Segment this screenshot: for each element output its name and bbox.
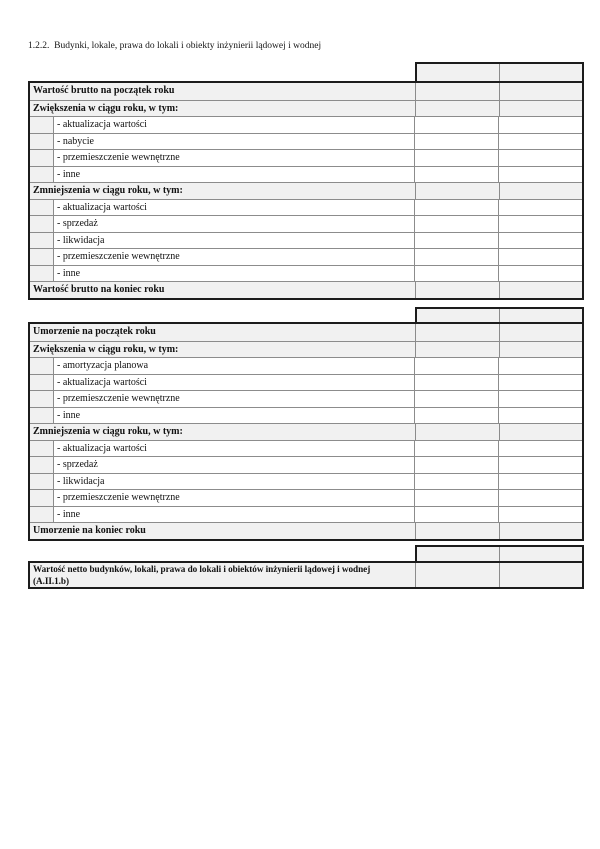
value-cell-2 <box>498 507 582 523</box>
value-cell-1 <box>414 408 498 424</box>
row-label: Wartość brutto na koniec roku <box>30 282 415 298</box>
row-label: - aktualizacja wartości <box>57 442 147 454</box>
row-label: - sprzedaż <box>57 459 98 470</box>
value-cell-2 <box>498 474 582 490</box>
table-row <box>30 341 582 358</box>
table-row <box>30 232 582 249</box>
row-label: - aktualizacja wartości <box>57 201 147 213</box>
value-cell-2 <box>498 200 582 216</box>
header-cell-1 <box>417 309 500 322</box>
indent-cell <box>30 441 54 457</box>
value-cell-1 <box>415 563 499 587</box>
value-cell-1 <box>414 457 498 473</box>
table-row <box>30 100 582 117</box>
table-row <box>30 522 582 539</box>
value-cell-2 <box>498 134 582 150</box>
table-row <box>30 182 582 199</box>
value-cell-1 <box>414 358 498 374</box>
section-title: 1.2.2. Budynki, lokale, prawa do lokali i obiekty inżynierii lądowej i wodnej <box>28 41 322 51</box>
table-row <box>30 215 582 232</box>
row-label: Umorzenie na koniec roku <box>30 523 415 539</box>
value-cell-1 <box>415 101 499 117</box>
indent-cell <box>30 167 54 183</box>
row-label: - inne <box>57 168 81 180</box>
value-cell-1 <box>414 200 498 216</box>
row-label: Umorzenie na początek roku <box>30 324 415 341</box>
value-cell-1 <box>415 342 499 358</box>
row-label: - inne <box>57 409 81 421</box>
header-cell-1 <box>417 547 500 561</box>
indent-cell <box>30 233 54 249</box>
table-row <box>30 456 582 473</box>
value-cell-2 <box>498 216 582 232</box>
value-cell-2 <box>498 441 582 457</box>
row-label: - sprzedaż <box>57 218 98 229</box>
value-cell-2 <box>498 391 582 407</box>
value-cell-1 <box>414 233 498 249</box>
value-cell-2 <box>498 408 582 424</box>
table-row <box>30 133 582 150</box>
row-label: - likwidacja <box>57 475 105 487</box>
indent-cell <box>30 134 54 150</box>
value-cell-2 <box>499 101 582 117</box>
table-body <box>28 561 584 589</box>
value-cell-1 <box>414 249 498 265</box>
indent-cell <box>30 474 54 490</box>
table-row <box>30 506 582 523</box>
indent-cell <box>30 150 54 166</box>
indent-cell <box>30 490 54 506</box>
value-cell-2 <box>498 375 582 391</box>
value-cell-2 <box>498 457 582 473</box>
table-row <box>30 473 582 490</box>
value-cell-2 <box>498 167 582 183</box>
value-cell-2 <box>499 342 582 358</box>
value-cell-1 <box>415 282 499 298</box>
value-cell-2 <box>499 282 582 298</box>
table-body <box>28 322 584 541</box>
table-row <box>30 149 582 166</box>
table-row <box>30 116 582 133</box>
indent-cell <box>30 266 54 282</box>
table-row <box>30 374 582 391</box>
value-cell-2 <box>498 117 582 133</box>
row-label: - likwidacja <box>57 234 105 246</box>
table-row <box>30 281 582 298</box>
table-row <box>30 407 582 424</box>
table-header-row <box>415 62 584 81</box>
value-cell-2 <box>498 490 582 506</box>
table-row <box>30 83 582 100</box>
row-label: - nabycie <box>57 135 94 147</box>
header-cell-1 <box>417 64 500 81</box>
indent-cell <box>30 375 54 391</box>
row-label <box>30 563 415 587</box>
value-cell-1 <box>414 134 498 150</box>
indent-cell <box>30 249 54 265</box>
value-cell-1 <box>414 117 498 133</box>
row-label-line: Wartość netto budynków, lokali, prawa do lokali i obiektów inżynierii lądowej i wodnej <box>33 564 371 574</box>
gross-value-table <box>28 62 584 300</box>
value-cell-1 <box>414 216 498 232</box>
value-cell-2 <box>499 563 582 587</box>
table-row <box>30 390 582 407</box>
value-cell-1 <box>414 490 498 506</box>
value-cell-1 <box>415 183 499 199</box>
value-cell-1 <box>414 474 498 490</box>
indent-cell <box>30 507 54 523</box>
value-cell-2 <box>499 523 582 539</box>
row-label: - przemieszczenie wewnętrzne <box>57 492 180 503</box>
value-cell-2 <box>498 150 582 166</box>
row-label: Zmniejszenia w ciągu roku, w tym: <box>30 183 415 199</box>
indent-cell <box>30 457 54 473</box>
table-row <box>30 166 582 183</box>
value-cell-2 <box>498 266 582 282</box>
table-row <box>30 357 582 374</box>
table-row <box>30 248 582 265</box>
row-label: Zmniejszenia w ciągu roku, w tym: <box>30 424 415 440</box>
row-label: - aktualizacja wartości <box>57 376 147 388</box>
value-cell-2 <box>498 233 582 249</box>
value-cell-1 <box>414 441 498 457</box>
value-cell-1 <box>414 167 498 183</box>
row-label: - przemieszczenie wewnętrzne <box>57 393 180 404</box>
value-cell-1 <box>414 150 498 166</box>
header-cell-2 <box>500 64 582 81</box>
value-cell-1 <box>414 266 498 282</box>
value-cell-1 <box>414 507 498 523</box>
value-cell-1 <box>415 523 499 539</box>
table-row <box>30 563 582 587</box>
row-label: - aktualizacja wartości <box>57 119 147 130</box>
indent-cell <box>30 216 54 232</box>
row-label: Wartość brutto na początek roku <box>30 83 415 100</box>
value-cell-1 <box>414 391 498 407</box>
row-label-line: (A.II.1.b) <box>33 575 69 586</box>
indent-cell <box>30 358 54 374</box>
value-cell-2 <box>499 183 582 199</box>
table-row <box>30 324 582 341</box>
row-label: - amortyzacja planowa <box>57 360 149 371</box>
row-label: Zwiększenia w ciągu roku, w tym: <box>30 342 415 358</box>
table-row <box>30 440 582 457</box>
net-value-table <box>28 545 584 589</box>
table-body <box>28 81 584 300</box>
row-label: - inne <box>57 267 81 279</box>
header-cell-2 <box>500 309 582 322</box>
indent-cell <box>30 200 54 216</box>
value-cell-1 <box>415 424 499 440</box>
table-row <box>30 489 582 506</box>
value-cell-2 <box>499 324 582 341</box>
header-cell-2 <box>500 547 582 561</box>
value-cell-1 <box>415 83 499 100</box>
accumulated-depreciation-table <box>28 307 584 541</box>
value-cell-2 <box>499 424 582 440</box>
table-row <box>30 199 582 216</box>
value-cell-2 <box>498 358 582 374</box>
value-cell-2 <box>499 83 582 100</box>
row-label: - przemieszczenie wewnętrzne <box>57 152 180 163</box>
row-label: - przemieszczenie wewnętrzne <box>57 251 180 262</box>
value-cell-1 <box>414 375 498 391</box>
indent-cell <box>30 117 54 133</box>
row-label: - inne <box>57 508 81 520</box>
indent-cell <box>30 391 54 407</box>
value-cell-2 <box>498 249 582 265</box>
table-header-row <box>415 545 584 561</box>
value-cell-1 <box>415 324 499 341</box>
indent-cell <box>30 408 54 424</box>
table-row <box>30 265 582 282</box>
row-label: Zwiększenia w ciągu roku, w tym: <box>30 101 415 117</box>
table-header-row <box>415 307 584 322</box>
table-row <box>30 423 582 440</box>
